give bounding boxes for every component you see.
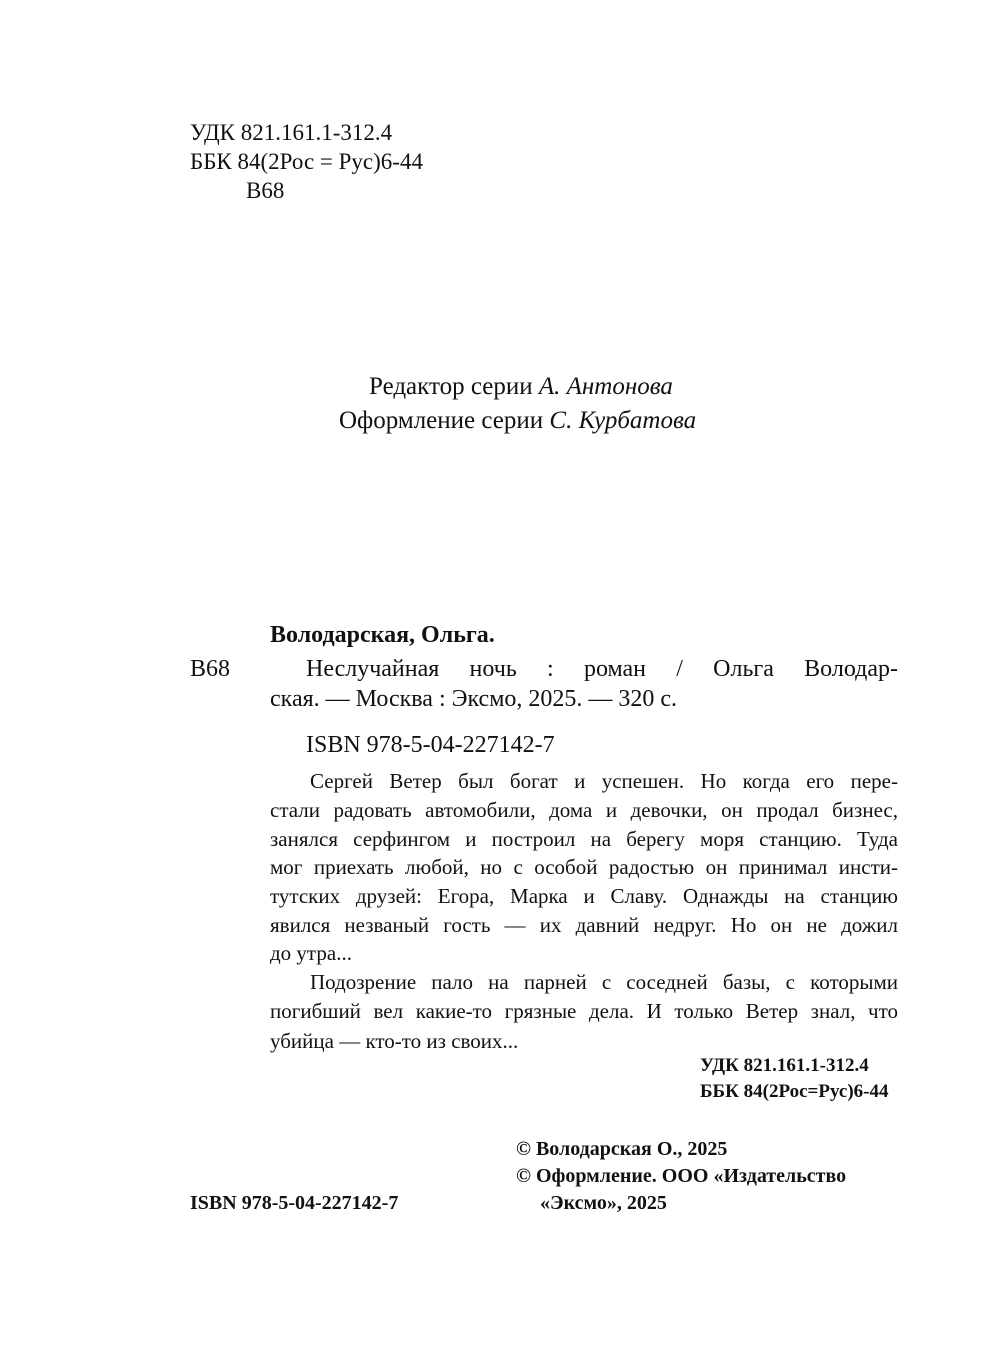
annotation-line: стали радовать автомобили, дома и девочки, он продал бизнес, bbox=[270, 798, 898, 822]
udk-code: УДК 821.161.1-312.4 bbox=[190, 120, 393, 145]
series-editor-label: Редактор серии bbox=[369, 373, 533, 400]
annotation-line: мог приехать любой, но с особой радостью он принимал инсти- bbox=[270, 855, 898, 879]
annotation-line: убийца — кто-то из своих... bbox=[270, 1029, 519, 1053]
series-design-label: Оформление серии bbox=[339, 407, 544, 434]
author-heading: Володарская, Ольга. bbox=[270, 622, 495, 648]
copyright-author: © Володарская О., 2025 bbox=[516, 1138, 728, 1160]
bibliographic-line-2: ская. — Москва : Эксмо, 2025. — 320 с. bbox=[270, 686, 678, 712]
author-mark: В68 bbox=[246, 178, 285, 203]
bottom-bbk: ББК 84(2Рос=Рус)6-44 bbox=[700, 1081, 889, 1102]
copyright-design: © Оформление. ООО «Издательство bbox=[516, 1165, 847, 1187]
annotation-line: погибший вел какие-то грязные дела. И только Ветер знал, что bbox=[270, 999, 898, 1023]
annotation-line: Подозрение пало на парней с соседней базы, с которыми bbox=[310, 970, 898, 994]
copyright-publisher: «Эксмо», 2025 bbox=[540, 1192, 667, 1214]
series-editor-name: А. Антонова bbox=[538, 373, 673, 400]
bbk-code: ББК 84(2Рос = Рус)6-44 bbox=[190, 149, 423, 174]
annotation-line: тутских друзей: Егора, Марка и Славу. Однажды на станцию bbox=[270, 884, 898, 908]
annotation-line: явился незваный гость — их давний недруг. Но он не дожил bbox=[270, 913, 898, 937]
series-design-name: С. Курбатова bbox=[549, 407, 697, 434]
bibliographic-isbn: ISBN 978-5-04-227142-7 bbox=[306, 732, 555, 758]
annotation-line: занялся серфингом и построил на берегу моря станцию. Туда bbox=[270, 827, 898, 851]
isbn-bottom: ISBN 978-5-04-227142-7 bbox=[190, 1192, 399, 1214]
bibliographic-line-1: Неслучайная ночь : роман / Ольга Володар- bbox=[306, 656, 898, 682]
annotation-line: до утра... bbox=[270, 941, 352, 965]
annotation-line: Сергей Ветер был богат и успешен. Но когда его пере- bbox=[310, 769, 898, 793]
bibliographic-code: В68 bbox=[190, 656, 231, 682]
bottom-udk: УДК 821.161.1-312.4 bbox=[700, 1055, 869, 1076]
